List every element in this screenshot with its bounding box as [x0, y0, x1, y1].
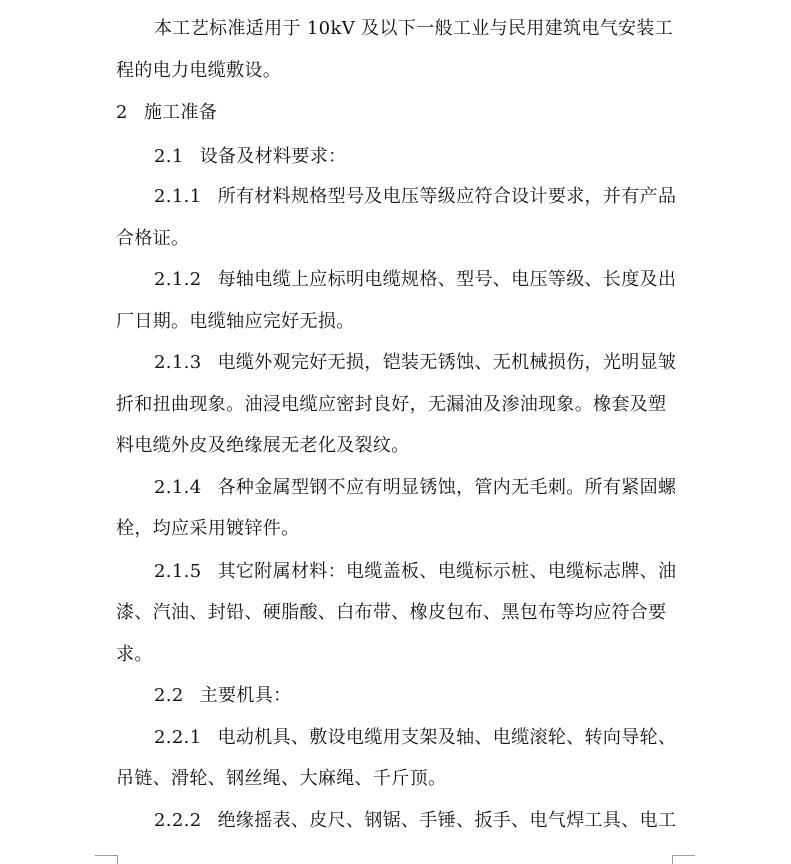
item-2-1-1-line-2	[116, 227, 189, 251]
item-text: 栓，均应采用镀锌件。	[116, 518, 300, 539]
subsection-heading-2-1	[154, 145, 347, 169]
paragraph-scope-line-1	[154, 17, 673, 41]
paragraph-text: 程的电力电缆敷设。	[116, 60, 282, 81]
item-text: 漆、汽油、封铅、硬脂酸、白布带、橡皮包布、黑包布等均应符合要	[116, 602, 667, 623]
item-text: 每轴电缆上应标明电缆规格、型号、电压等级、长度及出	[217, 269, 677, 290]
item-number: 2.1.4	[154, 477, 202, 498]
item-text: 料电缆外皮及绝缘展无老化及裂纹。	[116, 435, 410, 456]
item-text: 其它附属材料：电缆盖板、电缆标示桩、电缆标志牌、油	[217, 561, 677, 582]
item-2-1-4-line-1	[154, 476, 676, 500]
item-number: 2.1.1	[154, 186, 202, 207]
item-number: 2.1.3	[154, 352, 202, 373]
section-number: 2.1	[154, 146, 184, 167]
item-2-2-1-line-1	[154, 726, 676, 750]
paragraph-scope-line-2	[116, 59, 281, 83]
item-2-1-5-line-1	[154, 560, 676, 584]
item-2-2-2-line-1	[154, 809, 676, 833]
item-2-1-5-line-3	[116, 643, 153, 667]
item-text: 求。	[116, 644, 153, 665]
item-text: 厂日期。电缆轴应完好无损。	[116, 311, 355, 332]
section-number: 2	[116, 102, 128, 123]
item-text: 各种金属型钢不应有明显锈蚀，管内无毛刺。所有紧固螺	[217, 477, 677, 498]
section-title: 主要机具：	[199, 685, 292, 706]
item-text: 电动机具、敷设电缆用支架及轴、电缆滚轮、转向导轮、	[217, 727, 677, 748]
subsection-heading-2-2	[154, 684, 291, 708]
item-number: 2.2.2	[154, 810, 202, 831]
item-number: 2.1.2	[154, 269, 202, 290]
paragraph-text: 本工艺标准适用于 10kV 及以下一般工业与民用建筑电气安装工	[154, 18, 674, 39]
item-text: 电缆外观完好无损，铠装无锈蚀、无机械损伤，光明显皱	[217, 352, 677, 373]
item-text: 吊链、滑轮、钢丝绳、大麻绳、千斤顶。	[116, 768, 447, 789]
item-text: 所有材料规格型号及电压等级应符合设计要求，并有产品	[217, 186, 677, 207]
section-heading-2	[116, 101, 217, 125]
item-2-1-4-line-2	[116, 517, 300, 541]
item-2-1-2-line-1	[154, 268, 676, 292]
item-2-1-3-line-2	[116, 393, 667, 417]
item-2-1-3-line-1	[154, 351, 676, 375]
section-title: 施工准备	[143, 102, 218, 123]
section-title: 设备及材料要求：	[199, 146, 347, 167]
item-2-1-3-line-3	[116, 434, 410, 458]
item-number: 2.1.5	[154, 561, 202, 582]
item-2-1-1-line-1	[154, 185, 676, 209]
section-number: 2.2	[154, 685, 184, 706]
item-text: 折和扭曲现象。油浸电缆应密封良好，无漏油及渗油现象。橡套及塑	[116, 394, 667, 415]
item-text: 合格证。	[116, 228, 190, 249]
item-text: 绝缘摇表、皮尺、钢锯、手锤、扳手、电气焊工具、电工	[217, 810, 677, 831]
item-2-1-5-line-2	[116, 601, 667, 625]
item-2-1-2-line-2	[116, 310, 355, 334]
item-2-2-1-line-2	[116, 767, 446, 791]
item-number: 2.2.1	[154, 727, 202, 748]
